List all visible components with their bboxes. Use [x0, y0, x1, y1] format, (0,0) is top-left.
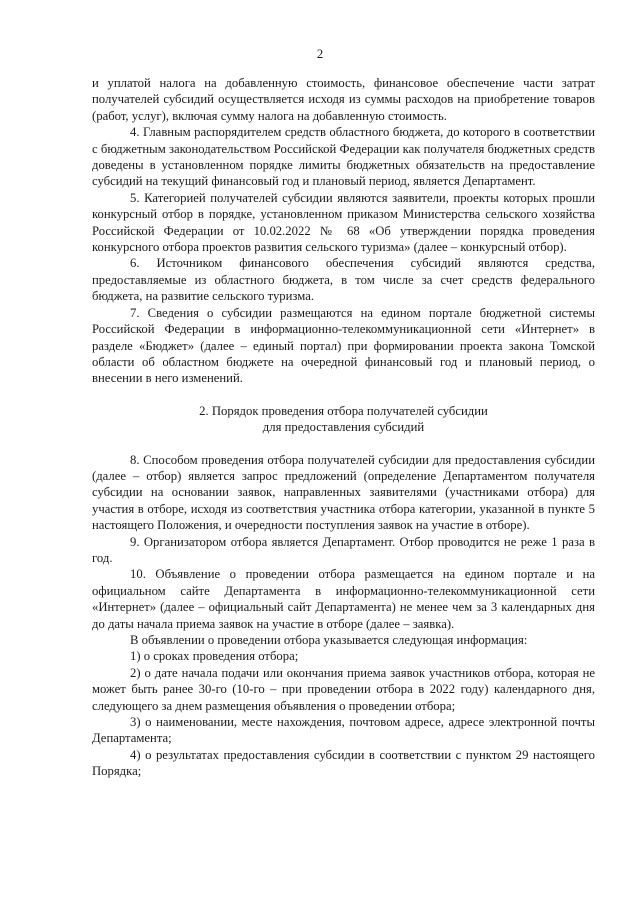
document-body — [92, 75, 595, 780]
paragraph-8: 8. Способом проведения отбора получателей субсидии для предоставления субсидии (далее – отбор) является запрос предложений (определение Департаментом получателя субсидии на основании заявок, направленных заявителями (участниками отбора) для участия в отборе, исходя из соответствия участника отбора категории, указанной в пункте 5 настоящего Положения, и очередности поступления заявок на участие в отборе). — [92, 452, 595, 533]
paragraph-announcement-intro: В объявлении о проведении отбора указывается следующая информация: — [130, 633, 528, 647]
section-heading — [92, 403, 595, 436]
paragraph-4: 4. Главным распорядителем средств областного бюджета, до которого в соответствии с бюджетным законодательством Российской Федерации как получателя бюджетных средств доведены в установленном порядке лимиты бюджетных обязательств на предоставление субсидий на текущий финансовый год и плановый период, является Департамент. — [92, 125, 595, 189]
paragraph-7: 7. Сведения о субсидии размещаются на едином портале бюджетной системы Российской Федерации в информационно-телекоммуникационной сети «Интернет» в разделе «Бюджет» (далее – единый портал) при формировании проекта закона Томской области об областном бюджете на очередной финансовый год и плановый период, о внесении в него изменений. — [92, 305, 595, 386]
paragraph-10: 10. Объявление о проведении отбора размещается на едином портале и на официальном сайте Департамента в информационно-телекоммуникационной сети «Интернет» (далее – официальный сайт Департамента) не менее чем за 3 календарных дня до даты начала приема заявок на участие в отборе (далее – заявка). — [92, 567, 595, 631]
list-item-2: 2) о дате начала подачи или окончания приема заявок участников отбора, которая не может быть ранее 30-го (10-го – при проведении отбора в 2022 году) календарного дня, следующего за днем размещения объявления о проведении отбора; — [92, 665, 595, 713]
paragraph-continuation: и уплатой налога на добавленную стоимость, финансовое обеспечение части затрат получателей субсидий осуществляется исходя из суммы расходов на приобретение товаров (работ, услуг), включая сумму налога на добавленную стоимость. — [92, 76, 595, 123]
section-heading-line-2: для предоставления субсидий — [262, 420, 425, 435]
list-item-4: 4) о результатах предоставления субсидии в соответствии с пунктом 29 настоящего Порядка; — [92, 747, 595, 779]
section-heading-line-1: 2. Порядок проведения отбора получателей субсидии — [199, 403, 488, 418]
page-number: 2 — [316, 47, 324, 61]
paragraph-5: 5. Категорией получателей субсидии являются заявители, проекты которых прошли конкурсный отбор в порядке, установленном приказом Министерства сельского хозяйства Российской Федерации от 10.02.2022 № 68 «Об утверждении порядка проведения конкурсного отбора проектов развития сельского туризма» (далее – конкурсный отбор). — [92, 190, 595, 255]
list-item-3: 3) о наименовании, месте нахождения, почтовом адресе, адресе электронной почты Департамента; — [92, 715, 595, 746]
paragraph-6: 6. Источником финансового обеспечения субсидий являются средства, предоставляемые из областного бюджета, в том числе за счет средств федерального бюджета, на развитие сельского туризма. — [92, 256, 595, 304]
paragraph-9: 9. Организатором отбора является Департамент. Отбор проводится не реже 1 раза в год. — [92, 534, 595, 565]
list-item-1: 1) о сроках проведения отбора; — [130, 649, 299, 664]
